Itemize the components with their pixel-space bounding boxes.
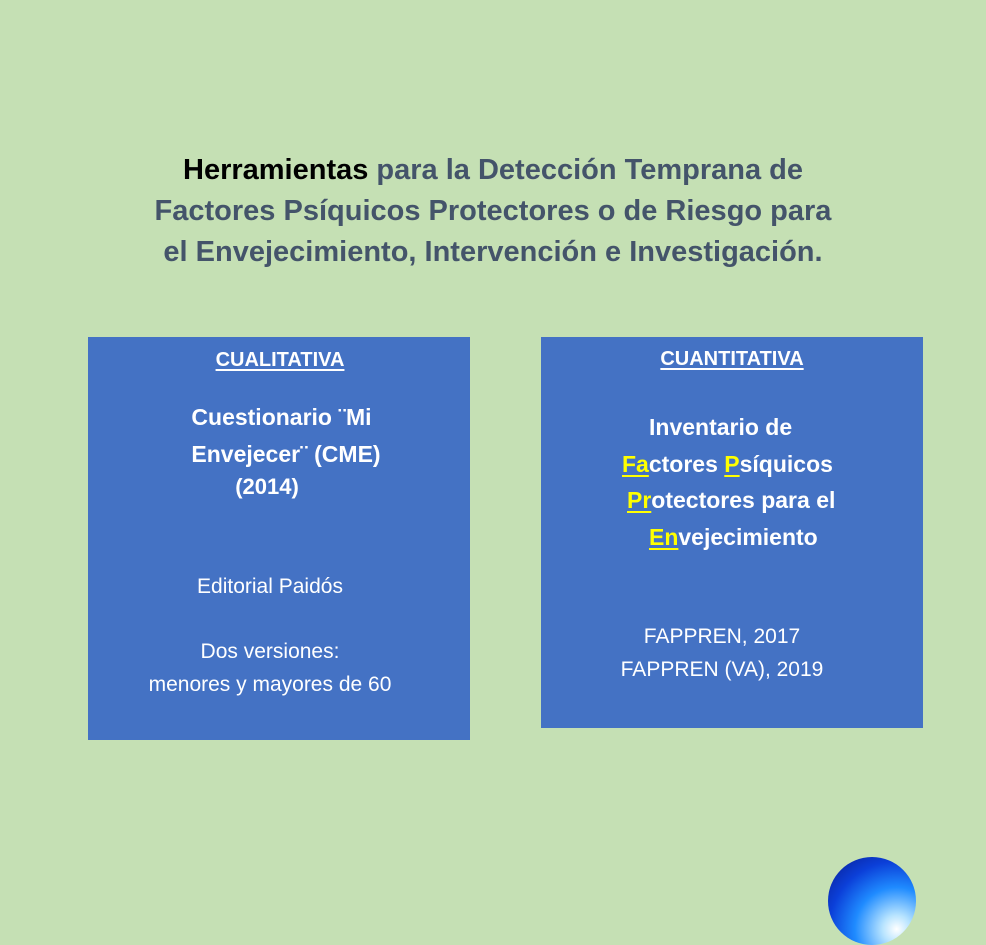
questionnaire-year: (2014) — [235, 474, 299, 499]
title-line-3: el Envejecimiento, Intervención e Investigación. — [163, 236, 823, 268]
edition-2017: FAPPREN, 2017 — [643, 625, 801, 648]
acronym-letters-en: En — [649, 524, 679, 550]
quantitative-card — [541, 337, 923, 728]
versions-text-line-1: Dos versiones: — [200, 640, 340, 663]
inventory-name-line-3-rest: otectores para el — [651, 487, 836, 513]
decorative-sphere — [828, 857, 916, 945]
questionnaire-name-line-1: Cuestionario ¨Mi — [191, 404, 372, 430]
versions-text-line-2: menores y mayores de 60 — [148, 673, 392, 696]
inventory-name-line-3 — [627, 482, 835, 519]
qualitative-heading: CUALITATIVA — [215, 349, 345, 371]
inventory-name-line-2 — [622, 446, 833, 483]
inventory-name-line-1: Inventario de — [649, 414, 793, 440]
quantitative-heading: CUANTITATIVA — [660, 348, 804, 370]
title-line-2: Factores Psíquicos Protectores o de Riesgo para — [154, 195, 832, 227]
title-line-1 — [60, 150, 926, 191]
publisher-text: Editorial Paidós — [197, 575, 343, 598]
acronym-letters-pr: Pr — [627, 487, 652, 513]
title-line-1-rest: para la Detección Temprana de — [368, 154, 803, 186]
questionnaire-name-line-2: Envejecer¨ (CME) — [191, 441, 381, 467]
inventory-name-line-2-mid: ctores — [648, 451, 725, 477]
title-lead: Herramientas — [183, 154, 369, 186]
inventory-name-line-4 — [649, 519, 818, 556]
inventory-name-line-2-rest: síquicos — [739, 451, 833, 477]
page-title — [60, 150, 926, 273]
edition-2019: FAPPREN (VA), 2019 — [620, 658, 824, 681]
inventory-name-line-4-rest: vejecimiento — [678, 524, 818, 550]
qualitative-card — [88, 337, 470, 740]
acronym-letters-fa: Fa — [622, 451, 649, 477]
acronym-letter-p: P — [724, 451, 740, 477]
